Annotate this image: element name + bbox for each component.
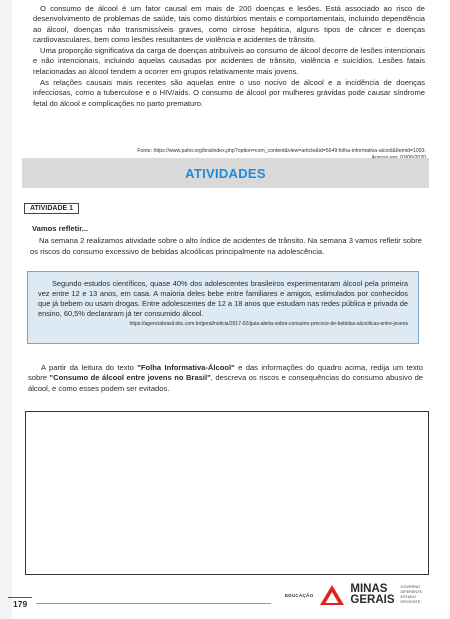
intro-paragraph: O consumo de álcool é um fator causal em mais de 200 doenças e lesões. Está associado ao risco de desenvolvimento de problemas de saúde, tais como distúrbios mentais e comportamentais, incluindo dependência ao álcool, doenças não transmissíveis graves, como cirrose hepática, alguns tipos de câncer e doenças cardiovasculares, bem como lesões resultantes de violência e acidentes de trânsito. bbox=[33, 4, 425, 44]
activity-lead-text: Na semana 2 realizamos atividade sobre o alto índice de acidentes de trânsito. Na semana 3 vamos refletir sobre os riscos do consumo excessivo de bebidas alcoólicas principalmente na adolescência. bbox=[30, 236, 422, 256]
minas-gerais-triangle-icon bbox=[319, 584, 345, 606]
tagline-line: GOVERNO bbox=[400, 585, 420, 589]
answer-area[interactable] bbox=[25, 411, 429, 575]
page-margin bbox=[0, 0, 12, 619]
instruction-highlight: "Consumo de álcool entre jovens no Brasil" bbox=[49, 373, 211, 383]
instruction-part: e das informações do quadro acima, redija um texto sobre bbox=[28, 363, 423, 383]
intro-text bbox=[33, 4, 425, 110]
info-box-link[interactable]: https://agenciabrasil.ebc.com.br/geral/noticia/2017-02/guia-alerta-sobre-consumo-precoce-de-bebidas-alcoolicas-entre-jovens bbox=[129, 321, 408, 327]
tagline-line: DIFERENTE. bbox=[400, 590, 424, 594]
section-title: ATIVIDADES bbox=[185, 165, 266, 181]
activity-lead bbox=[30, 224, 422, 257]
info-box-text: Segundo estudos científicos, quase 40% dos adolescentes brasileiros experimentaram álcool pela primeira vez entre 12 e 13 anos, em casa. A maioria deles bebe entre familiares e amigos, estimulados por conhecidos que já bebem ou usam drogas. Entre adolescentes de 12 a 18 anos que estudam nas redes pública e privada de ensino, 60,5% declararam já ter consumido álcool. bbox=[38, 279, 408, 318]
tagline-line: EFICIENTE. bbox=[400, 600, 422, 604]
logo-line-2: GERAIS bbox=[350, 594, 395, 606]
instruction-highlight: "Folha Informativa-Álcool" bbox=[137, 363, 235, 372]
instruction-part: A partir da leitura do texto bbox=[41, 363, 138, 372]
logo-line-1: MINAS bbox=[350, 583, 388, 595]
activity-kicker: Vamos refletir... bbox=[32, 224, 89, 233]
activity-tag: ATIVIDADE 1 bbox=[24, 203, 79, 214]
logo-wordmark bbox=[350, 584, 394, 606]
instruction-part: , descreva os riscos e consequências do consumo abusivo de álcool, e como esses podem ser evitados. bbox=[28, 373, 424, 393]
logo-tagline bbox=[401, 585, 424, 605]
source-url: Fonte: https://www.paho.org/bra/index.php?option=com_content&view=article&id=5649:folha-informativa-alcool&Itemid=1093. bbox=[137, 148, 426, 154]
tagline-line: ESTADO bbox=[400, 595, 416, 599]
intro-paragraph: Uma proporção significativa da carga de doenças atribuíveis ao consumo de álcool decorre de lesões intencionais e não intencionais, incluindo aquelas causadas por acidentes de trânsito, violência e suicídios. Lesões fatais relacionadas ao álcool tendem a ocorrer em grupos relativamente mais jovens. bbox=[33, 46, 425, 76]
info-box bbox=[27, 271, 419, 344]
department-label: EDUCAÇÃO bbox=[285, 592, 314, 598]
footer-divider bbox=[36, 603, 271, 604]
section-banner bbox=[22, 158, 429, 188]
page-number: 179 bbox=[8, 597, 32, 610]
government-logo bbox=[285, 584, 423, 606]
intro-paragraph: As relações causais mais recentes são aquelas entre o uso nocivo de álcool e a incidência de doenças infecciosas, como a tuberculose e o HIV/aids. O consumo de álcool por mulheres grávidas pode causar síndrome fetal do álcool e complicações no parto prematuro. bbox=[33, 78, 425, 108]
activity-instruction bbox=[28, 363, 423, 394]
instruction-text bbox=[28, 363, 423, 394]
